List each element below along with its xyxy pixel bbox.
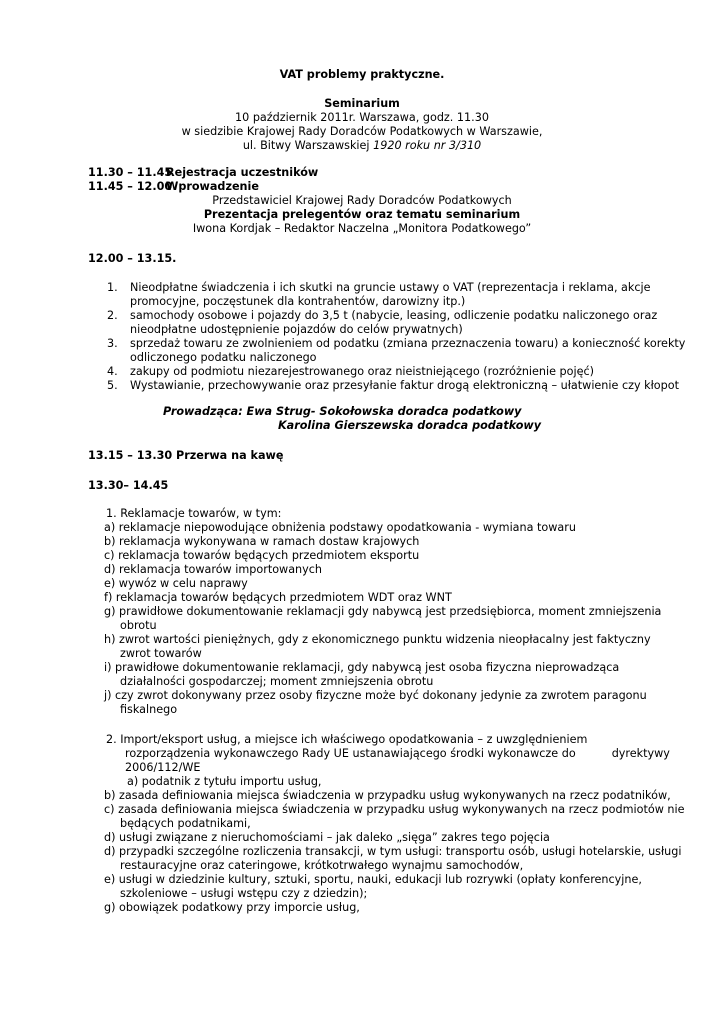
- list-item: d) reklamacja towarów importowanych: [104, 563, 323, 576]
- item-number: 2.: [107, 309, 118, 322]
- item-number: 5.: [107, 379, 118, 392]
- list-item: a) reklamacje niepowodujące obniżenia podstawy opodatkowania - wymiana towaru: [104, 521, 576, 534]
- list-item: b) reklamacja wykonywana w ramach dostaw krajowych: [104, 535, 420, 548]
- intro-line-1: Przedstawiciel Krajowej Rady Doradców Podatkowych: [212, 194, 512, 207]
- item-continuation: restauracyjne oraz cateringowe, krótkotrwałego wynajmu samochodów,: [120, 859, 524, 872]
- list-item: [104, 661, 704, 689]
- list-item: [107, 379, 697, 393]
- item-line: h) zwrot wartości pieniężnych, gdy z ekonomicznego punktu widzenia nieopłacalny jest faktyczny: [104, 633, 651, 646]
- list-item: [107, 309, 697, 337]
- item-continuation: obrotu: [120, 619, 157, 632]
- item-text: samochody osobowe i pojazdy do 3,5 t (nabycie, leasing, odliczenie podatku naliczonego oraz nieodpłatne udostępnienie pojazdów do celów prywatnych): [130, 309, 658, 336]
- agenda-row: [88, 180, 688, 194]
- intro-line-3: Iwona Kordjak – Redaktor Naczelna „Monitora Podatkowego”: [192, 222, 532, 235]
- list-item: d) usługi związane z nieruchomościami – jak daleko „sięga” zakres tego pojęcia: [104, 831, 550, 844]
- heading-part: dyrektywy: [611, 747, 670, 760]
- block1-list: [107, 281, 697, 393]
- list-item: [107, 337, 697, 365]
- list-item: [104, 633, 704, 661]
- moderators: [163, 405, 541, 433]
- seminar-date: 10 październik 2011r. Warszawa, godz. 11.30: [235, 111, 489, 124]
- break-row: [88, 449, 283, 463]
- item-continuation: fiskalnego: [120, 703, 178, 716]
- list-item: [107, 365, 697, 379]
- item-text: zakupy od podmiotu niezarejestrowanego oraz nieistniejącego (rozróżnienie pojęć): [130, 365, 594, 378]
- item-text: sprzedaż towaru ze zwolnieniem od podatku (zmiana przeznaczenia towaru) a konieczność korekty odliczonego podatku naliczonego: [130, 337, 686, 364]
- item-line: j) czy zwrot dokonywany przez osoby fizyczne może być dokonany jedynie za zwrotem paragonu: [104, 689, 647, 702]
- agenda-label: Rejestracja uczestników: [166, 166, 319, 179]
- item-continuation: zwrot towarów: [120, 647, 202, 660]
- item-line: c) zasada definiowania miejsca świadczenia w przypadku usług wykonywanych na rzecz podmiotów nie: [104, 803, 685, 816]
- seminar-heading: Seminarium: [324, 97, 400, 110]
- seminar-address: [0, 139, 724, 153]
- agenda-label: Wprowadzenie: [166, 180, 259, 193]
- agenda-row: [88, 166, 688, 180]
- seminar-header: [0, 97, 724, 153]
- document-title: VAT problemy praktyczne.: [279, 68, 445, 81]
- block2-item1: [104, 507, 704, 717]
- seminar-venue: w siedzibie Krajowej Rady Doradców Podatkowych w Warszawie,: [181, 125, 543, 138]
- list-item: [107, 281, 697, 309]
- list-item: a) podatnik z tytułu importu usług,: [127, 775, 322, 788]
- item-line: g) prawidłowe dokumentowanie reklamacji gdy nabywcą jest przedsiębiorca, moment zmniejszenia: [104, 605, 662, 618]
- item-continuation: działalności gospodarczej; moment zmniejszenia obrotu: [120, 675, 434, 688]
- item-number: 4.: [107, 365, 118, 378]
- item-line: d) przypadki szczególne rozliczenia transakcji, w tym usługi: transportu osób, usługi hotelarskie, usługi: [104, 845, 682, 858]
- item-continuation: szkoleniowe – usługi wstępu czy z dziedzin);: [120, 887, 368, 900]
- address-plain: ul. Bitwy Warszawskiej: [242, 139, 374, 152]
- agenda-time: 11.30 – 11.45: [88, 166, 173, 179]
- item-text: Nieodpłatne świadczenia i ich skutki na gruncie ustawy o VAT (reprezentacja i reklama, akcje promocyjne, poczęstunek dla kontrahentów, darowizny itp.): [130, 281, 651, 308]
- block2-time: 13.30– 14.45: [88, 479, 169, 492]
- list-item: [104, 873, 704, 901]
- item-continuation: będących podatnikami,: [120, 817, 251, 830]
- address-italic: 1920 roku nr 3/310: [373, 139, 482, 152]
- block1-time: 12.00 – 13.15.: [88, 252, 177, 265]
- intro-line-2: Prezentacja prelegentów oraz tematu seminarium: [203, 208, 521, 221]
- item-number: 1.: [107, 281, 118, 294]
- list-item: g) obowiązek podatkowy przy imporcie usług,: [104, 901, 360, 914]
- list-item: [104, 803, 704, 831]
- list-item: c) reklamacja towarów będących przedmiotem eksportu: [104, 549, 420, 562]
- item2-heading-line2: [104, 747, 704, 761]
- item1-heading: 1. Reklamacje towarów, w tym:: [106, 507, 282, 520]
- list-item: [104, 689, 704, 717]
- break-time: 13.15 – 13.30: [88, 449, 173, 462]
- list-item: [104, 845, 704, 873]
- heading-part: rozporządzenia wykonawczego Rady UE ustanawiającego środki wykonawcze do: [125, 747, 576, 760]
- item-number: 3.: [107, 337, 118, 350]
- agenda-time: 11.45 – 12.00: [88, 180, 173, 193]
- item2-heading-line3: 2006/112/WE: [125, 761, 201, 774]
- list-item: e) wywóz w celu naprawy: [104, 577, 248, 590]
- list-item: b) zasada definiowania miejsca świadczenia w przypadku usług wykonywanych na rzecz podatników,: [104, 789, 671, 802]
- list-item: [104, 605, 704, 633]
- item2-heading-line1: 2. Import/eksport usług, a miejsce ich właściwego opodatkowania – z uwzględnieniem: [106, 733, 588, 746]
- item-line: i) prawidłowe dokumentowanie reklamacji, gdy nabywcą jest osoba fizyczna nieprowadząca: [104, 661, 620, 674]
- agenda-intro: [88, 166, 688, 194]
- item-line: e) usługi w dziedzinie kultury, sztuki, sportu, nauki, edukacji lub rozrywki (opłaty konferencyjne,: [104, 873, 642, 886]
- list-item: f) reklamacja towarów będących przedmiotem WDT oraz WNT: [104, 591, 452, 604]
- moderator-1: Prowadząca: Ewa Strug- Sokołowska doradca podatkowy: [163, 405, 522, 418]
- moderator-2: Karolina Gierszewska doradca podatkowy: [278, 419, 542, 432]
- block2-item2: [104, 733, 704, 915]
- break-label: Przerwa na kawę: [176, 449, 284, 462]
- intro-block: [0, 194, 724, 236]
- item-text: Wystawianie, przechowywanie oraz przesyłanie faktur drogą elektroniczną – ułatwienie czy kłopot: [130, 379, 679, 392]
